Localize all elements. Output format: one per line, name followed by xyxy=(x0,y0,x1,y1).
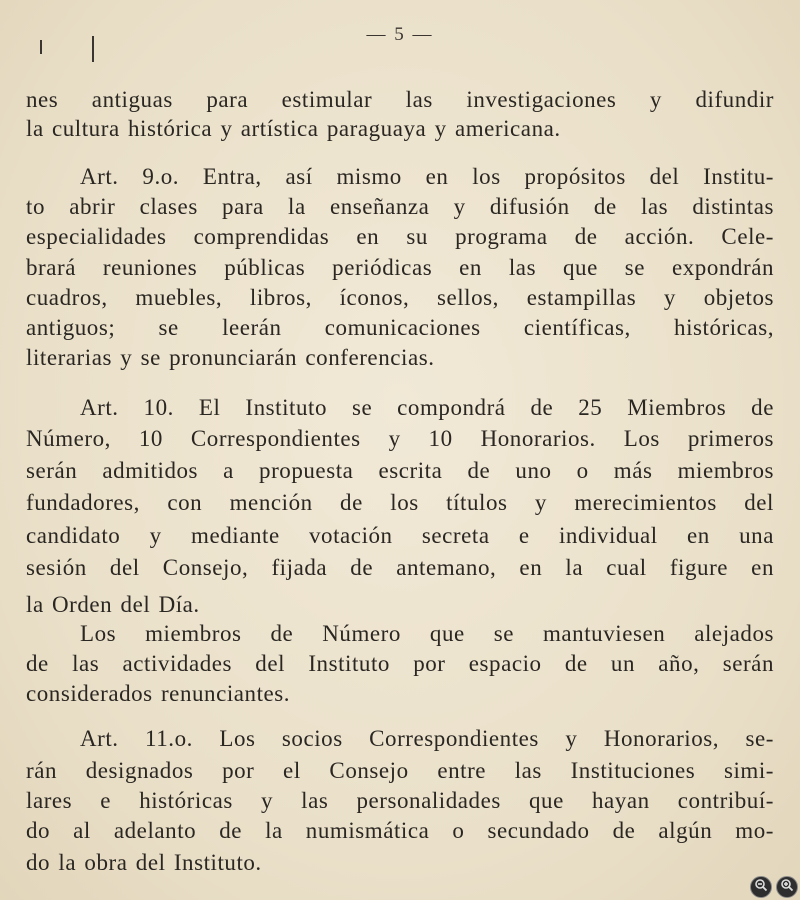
text-line: do la obra del Instituto. xyxy=(26,850,262,875)
text-line: rán designados por el Consejo entre las Instituciones simi- xyxy=(26,758,774,783)
text-line: la cultura histórica y artística paraguaya y americana. xyxy=(26,116,561,141)
text-line: Número, 10 Correspondientes y 10 Honorarios. Los primeros xyxy=(26,426,774,451)
text-line: nes antiguas para estimular las investigaciones y difundir xyxy=(26,87,774,112)
page-number: — 5 — xyxy=(366,24,434,45)
text-line: lares e históricas y las personalidades que hayan contribuí- xyxy=(26,788,774,813)
zoom-in-button[interactable] xyxy=(776,876,798,898)
text-line: Art. 10. El Instituto se compondrá de 25 Miembros de xyxy=(80,395,774,420)
text-line: la Orden del Día. xyxy=(26,592,200,617)
text-line: do al adelanto de la numismática o secundado de algún mo- xyxy=(26,818,774,843)
zoom-out-icon xyxy=(754,878,768,897)
text-line: Art. 9.o. Entra, así mismo en los propósitos del Institu- xyxy=(80,164,774,189)
text-line: Los miembros de Número que se mantuviesen alejados xyxy=(80,621,774,646)
text-line: cuadros, muebles, libros, íconos, sellos, estampillas y objetos xyxy=(26,285,774,310)
text-line: antiguos; se leerán comunicaciones científicas, históricas, xyxy=(26,315,774,340)
zoom-in-icon xyxy=(780,878,794,897)
text-line: especialidades comprendidas en su programa de acción. Cele- xyxy=(26,224,774,249)
text-line: literarias y se pronunciarán conferencias. xyxy=(26,345,435,370)
zoom-out-button[interactable] xyxy=(750,876,772,898)
text-line: sesión del Consejo, fijada de antemano, en la cual figure en xyxy=(26,555,774,580)
text-line: candidato y mediante votación secreta e individual en una xyxy=(26,523,774,548)
text-line: to abrir clases para la enseñanza y difusión de las distintas xyxy=(26,194,774,219)
text-line: fundadores, con mención de los títulos y merecimientos del xyxy=(26,490,774,515)
text-line: serán admitidos a propuesta escrita de uno o más miembros xyxy=(26,458,774,483)
text-line: brará reuniones públicas periódicas en las que se expondrán xyxy=(26,255,774,280)
text-line: de las actividades del Instituto por espacio de un año, serán xyxy=(26,651,774,676)
text-line: considerados renunciantes. xyxy=(26,681,291,706)
text-line: Art. 11.o. Los socios Correspondientes y Honorarios, se- xyxy=(80,726,774,751)
